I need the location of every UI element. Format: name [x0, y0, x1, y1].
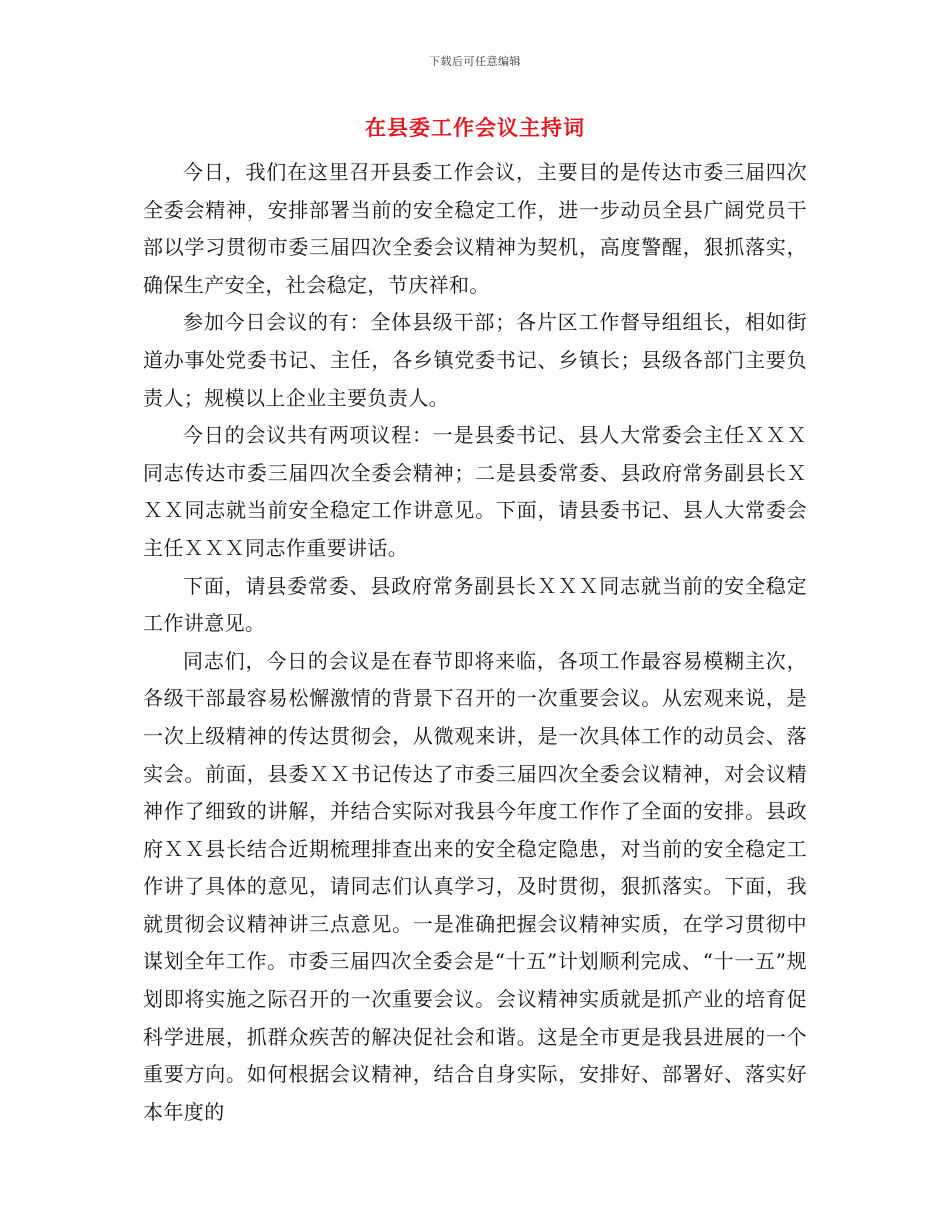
header-note: 下载后可任意编辑: [429, 55, 521, 68]
document-body: [143, 154, 807, 1131]
paragraph-next-speaker: 下面，请县委常委、县政府常务副县长ＸＸＸ同志就当前的安全稳定工作讲意见。: [143, 573, 807, 636]
paragraph-attendees: 参加今日会议的有：全体县级干部；各片区工作督导组组长，相如街道办事处党委书记、主任，各乡镇党委书记、乡镇长；县级各部门主要负责人；规模以上企业主要负责人。: [143, 310, 807, 410]
document-title: 在县委工作会议主持词: [365, 115, 585, 140]
paragraph-closing-remarks: 同志们，今日的会议是在春节即将来临，各项工作最容易模糊主次，各级干部最容易松懈激情的背景下召开的一次重要会议。从宏观来说，是一次上级精神的传达贯彻会，从微观来讲，是一次具体工作的动员会、落实会。前面，县委ＸＸ书记传达了市委三届四次全委会议精神，对会议精神作了细致的讲解，并结合实际对我县今年度工作作了全面的安排。县政府ＸＸ县长结合近期梳理排查出来的安全稳定隐患，对当前的安全稳定工作讲了具体的意见，请同志们认真学习，及时贯彻，狠抓落实。下面，我就贯彻会议精神讲三点意见。一是准确把握会议精神实质，在学习贯彻中谋划全年工作。市委三届四次全委会是“十五”计划顺利完成、“十一五”规划即将实施之际召开的一次重要会议。会议精神实质就是抓产业的培育促科学进展，抓群众疾苦的解决促社会和谐。这是全市更是我县进展的一个重要方向。如何根据会议精神，结合自身实际，安排好、部署好、落实好本年度的: [143, 648, 807, 1124]
paragraph-opening: 今日，我们在这里召开县委工作会议，主要目的是传达市委三届四次全委会精神，安排部署当前的安全稳定工作，进一步动员全县广阔党员干部以学习贯彻市委三届四次全委会议精神为契机，高度警醒，狠抓落实，确保生产安全，社会稳定，节庆祥和。: [143, 160, 807, 297]
paragraph-agenda: 今日的会议共有两项议程：一是县委书记、县人大常委会主任ＸＸＸ同志传达市委三届四次全委会精神；二是县委常委、县政府常务副县长ＸＸＸ同志就当前安全稳定工作讲意见。下面，请县委书记、县人大常委会主任ＸＸＸ同志作重要讲话。: [143, 423, 807, 560]
